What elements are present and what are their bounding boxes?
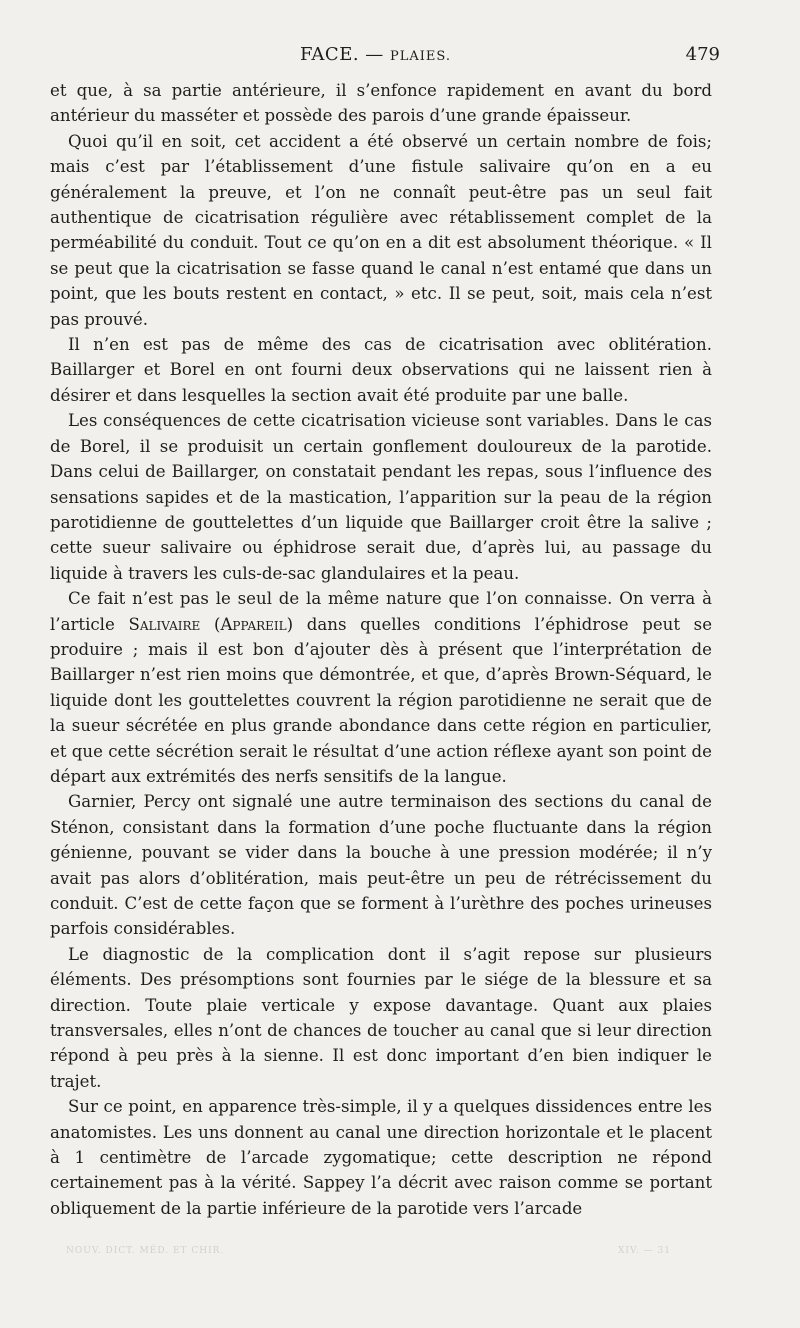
paragraph-1: et que, à sa partie antérieure, il s’enfonce rapidement en avant du bord antérieur du masséter et possède des parois d’une grande épaisseur. bbox=[50, 81, 712, 126]
paragraph-2: Quoi qu’il en soit, cet accident a été observé un certain nombre de fois; mais c’est par l’établissement d’une fistule salivaire qu’on en a eu généralement la preuve, et l’on ne connaît peut-être pas un seul fait authentique de cicatrisation régulière avec rétablissement complet de la perméabilité du conduit. Tout ce qu’on en a dit est absolument théorique. « Il se peut que la cicatrisation se fasse quand le canal n’est entamé que dans un point, que les bouts restent en contact, » etc. Il se peut, soit, mais cela n’est pas prouvé. bbox=[50, 131, 712, 329]
running-title-main: FACE. — bbox=[300, 44, 391, 65]
footer-right: XIV. — 31 bbox=[618, 1246, 671, 1256]
cross-reference-salivaire: Salivaire bbox=[128, 614, 201, 634]
paragraph-7: Le diagnostic de la complication dont il s’agit repose sur plusieurs éléments. Des présomptions sont fournies par le siége de la blessure et sa direction. Toute plaie verticale y expose davantage. Quant aux plaies transversales, elles n’ont de chances de toucher au canal que si leur direction répond à peu près à la sienne. Il est donc important d’en bien indiquer le trajet. bbox=[50, 944, 712, 1091]
running-header bbox=[50, 42, 720, 70]
running-title-sub: PLAIES. bbox=[390, 49, 451, 64]
paragraph-6: Garnier, Percy ont signalé une autre terminaison des sections du canal de Sténon, consistant dans la formation d’une poche fluctuante dans la région génienne, pouvant se vider dans la bouche à une pression modérée; il n’y avait pas alors d’oblitération, mais peut-être un peu de rétrécissement du conduit. C’est de cette façon que se forment à l’urèthre des poches urineuses parfois considérables. bbox=[50, 792, 712, 939]
paragraph-5 bbox=[50, 586, 712, 789]
paragraph-5-text-a: Ce fait n’est pas le seul de la même nature que l’on connaisse. On verra à l’article bbox=[50, 589, 712, 634]
bleed-through-footer bbox=[0, 1236, 800, 1276]
cross-reference-appareil: Appareil bbox=[220, 614, 287, 634]
body-text bbox=[50, 78, 712, 1221]
paragraph-5-text-c: ) dans quelles conditions l’éphidrose peut se produire ; mais il est bon d’ajouter dès à présent que l’interprétation de Baillarger n’est rien moins que démontrée, et que, d’après Brown-Séquard, le liquide dont les gouttelettes couvrent la région parotidienne ne serait que de la sueur sécrétée en plus grande abondance dans cette région en particulier, et que cette sécrétion serait le résultat d’une action réflexe ayant son point de départ aux extrémités des nerfs sensitifs de la langue. bbox=[50, 614, 713, 786]
page-number: 479 bbox=[685, 44, 720, 65]
footer-left: NOUV. DICT. MÉD. ET CHIR. bbox=[66, 1246, 225, 1256]
paragraph-3: Il n’en est pas de même des cas de cicatrisation avec oblitération. Baillarger et Borel en ont fourni deux observations qui ne laissent rien à désirer et dans lesquelles la section avait été produite par une balle. bbox=[50, 335, 712, 405]
running-title bbox=[300, 44, 451, 65]
paragraph-5-text-b: ( bbox=[200, 614, 221, 634]
paragraph-4: Les conséquences de cette cicatrisation vicieuse sont variables. Dans le cas de Borel, il se produisit un certain gonflement douloureux de la parotide. Dans celui de Baillarger, on constatait pendant les repas, sous l’influence des sensations sapides et de la mastication, l’apparition sur la peau de la région parotidienne de gouttelettes d’un liquide que Baillarger croit être la salive ; cette sueur salivaire ou éphidrose serait due, d’après lui, au passage du liquide à travers les culs-de-sac glandulaires et la peau. bbox=[50, 411, 712, 583]
paragraph-8: Sur ce point, en apparence très-simple, il y a quelques dissidences entre les anatomistes. Les uns donnent au canal une direction horizontale et le placent à 1 centimètre de l’arcade zygomatique; cette description ne répond certainement pas à la vérité. Sappey l’a décrit avec raison comme se portant obliquement de la partie inférieure de la parotide vers l’arcade bbox=[50, 1097, 712, 1218]
